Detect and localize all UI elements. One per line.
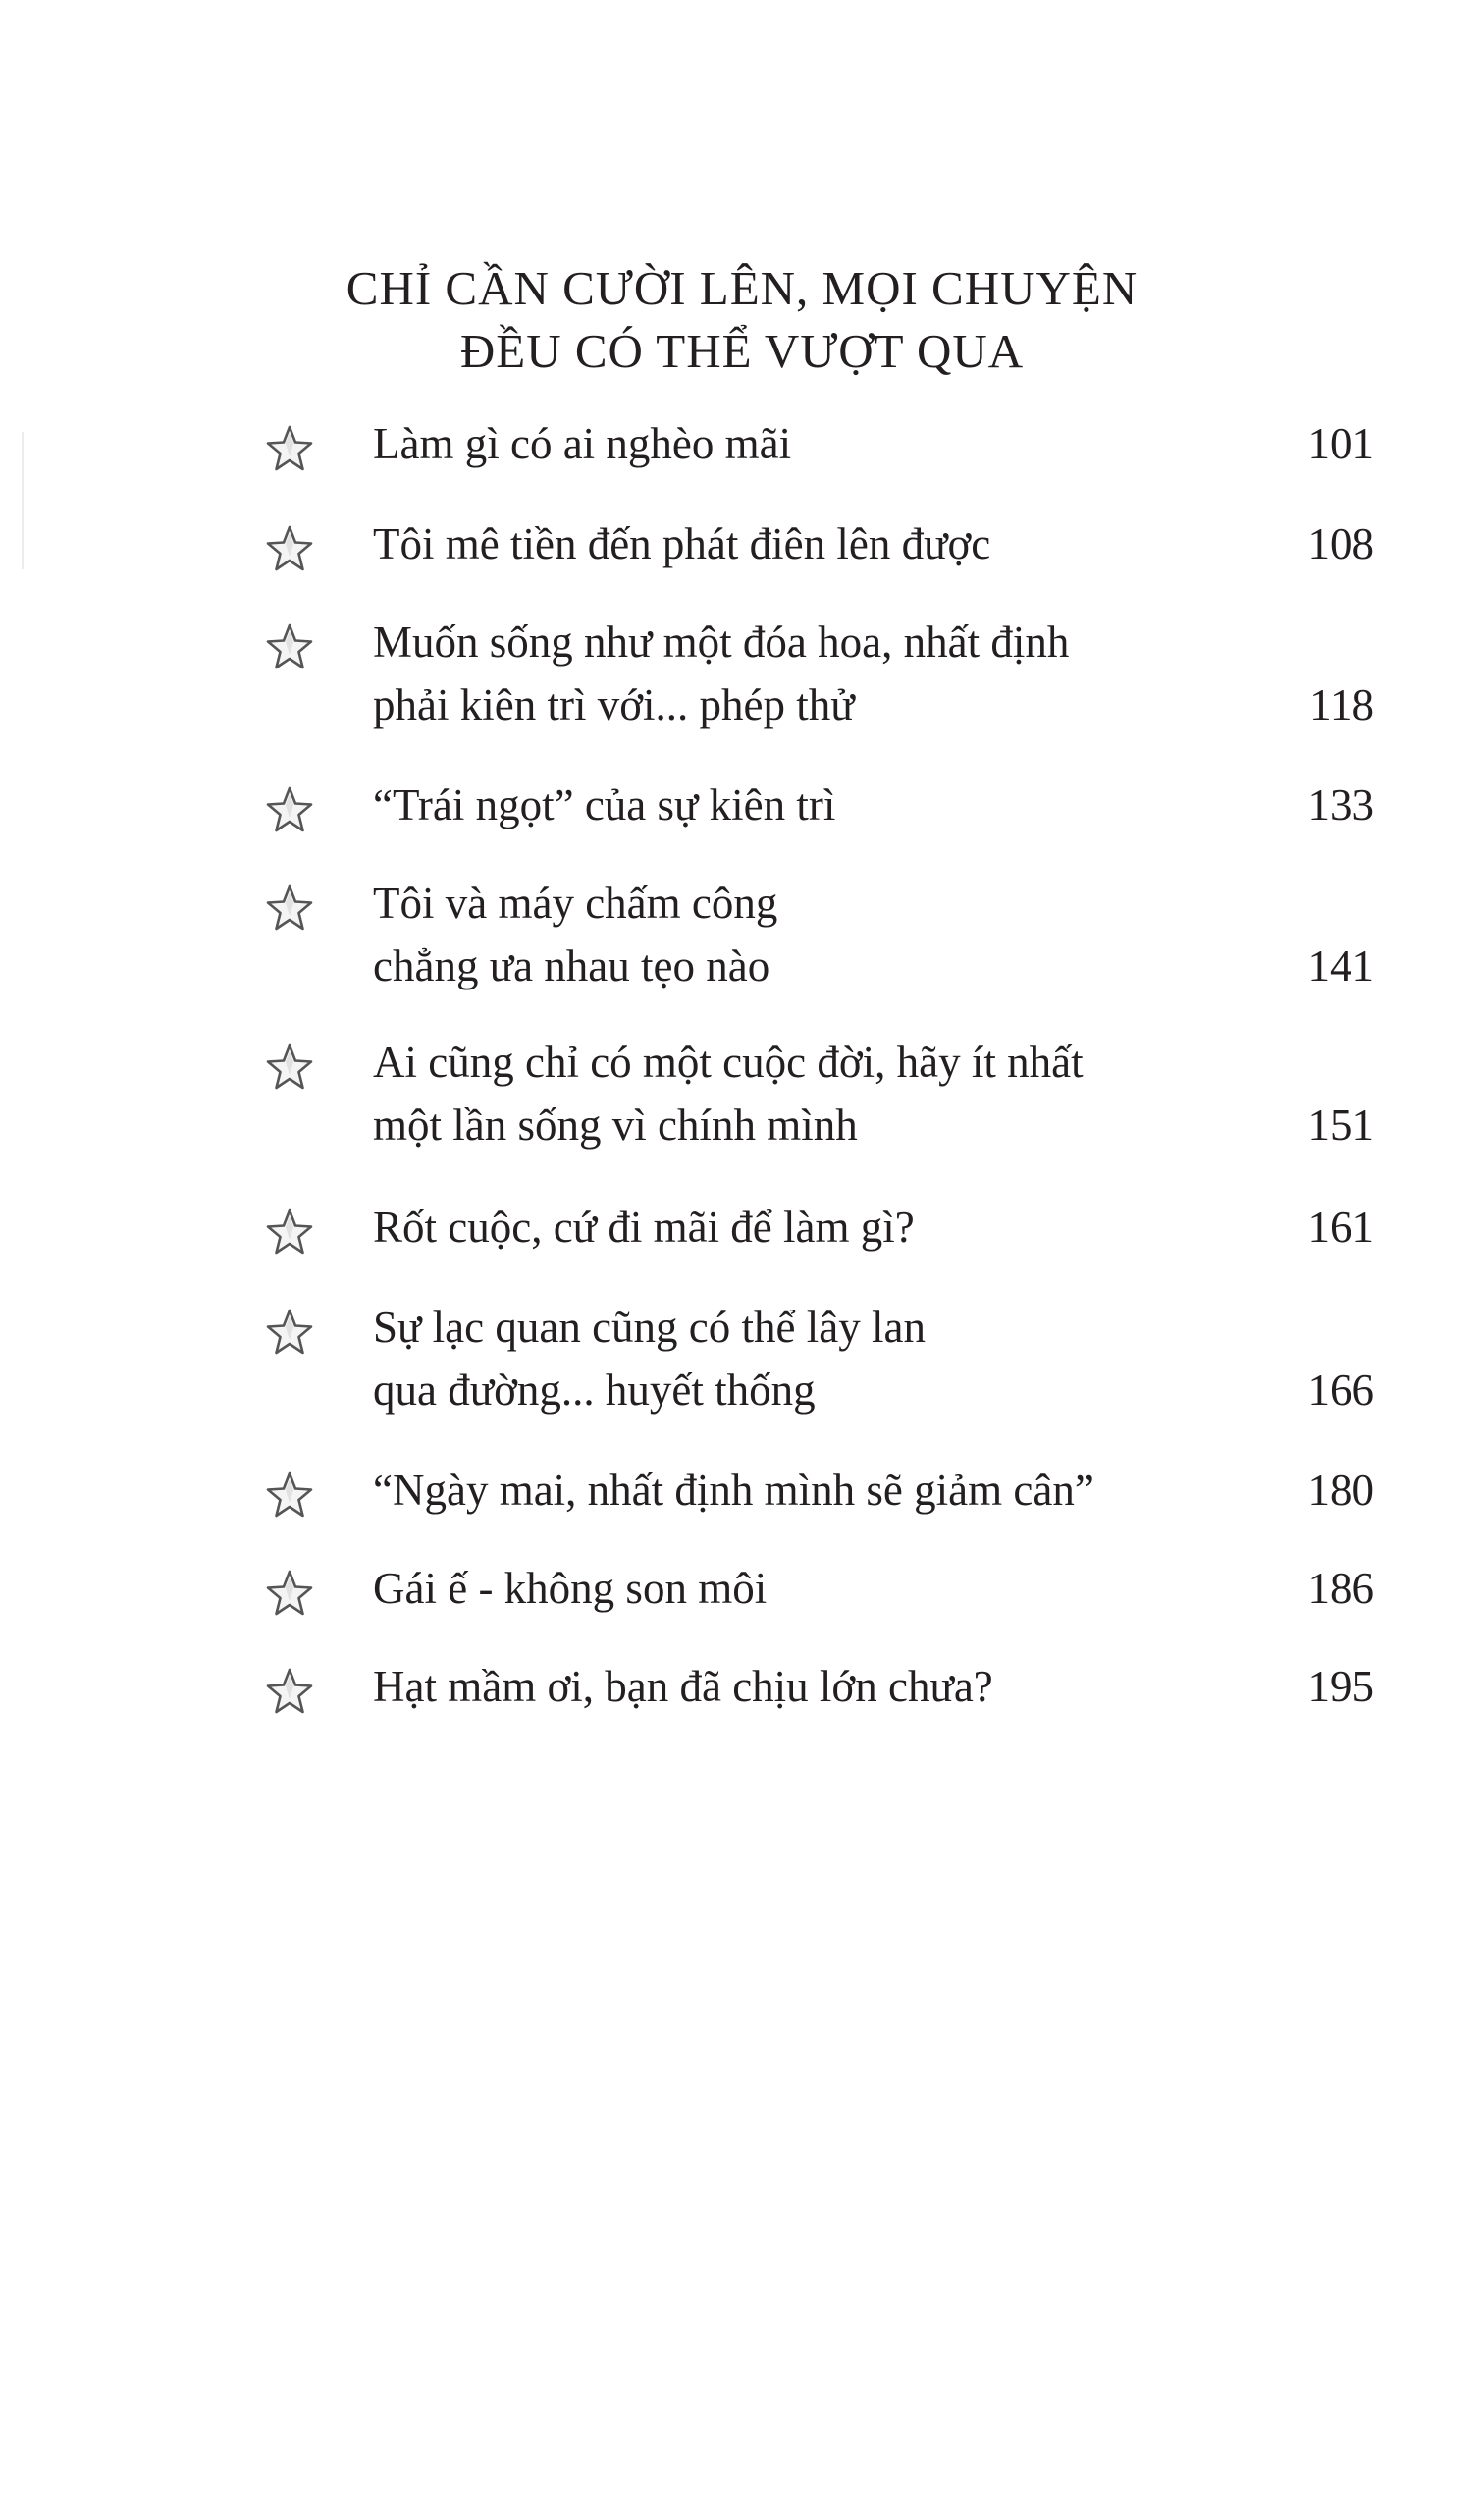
toc-entry-title — [373, 611, 1237, 736]
star-outline-icon — [265, 785, 314, 834]
toc-entry-title — [373, 412, 1237, 475]
toc-entry-title-line: phải kiên trì với... phép thử — [373, 680, 855, 729]
toc-entry-page-number: 161 — [1307, 1203, 1374, 1252]
toc-entry-page-number: 180 — [1307, 1466, 1374, 1515]
toc-entry-title — [373, 1655, 1237, 1718]
star-outline-icon — [265, 1043, 314, 1092]
toc-entry-title-line: Gái ế - không son môi — [373, 1564, 768, 1613]
toc-entry-title-line: một lần sống vì chính mình — [373, 1100, 858, 1150]
toc-entry-title — [373, 872, 1237, 997]
toc-entry-title — [373, 1557, 1237, 1620]
toc-entry-title-line: Làm gì có ai nghèo mãi — [373, 419, 792, 468]
star-outline-icon — [265, 1470, 314, 1520]
section-title-line-1: CHỈ CẦN CƯỜI LÊN, MỌI CHUYỆN — [345, 261, 1139, 315]
toc-entry-title — [373, 512, 1237, 575]
toc-entry-page-number: 118 — [1309, 680, 1374, 729]
toc-entry-page-number: 101 — [1307, 419, 1374, 468]
toc-entry-title-line: Tôi mê tiền đến phát điên lên được — [373, 519, 991, 568]
star-outline-icon — [265, 622, 314, 671]
star-outline-icon — [265, 524, 314, 573]
toc-entry-title — [373, 1031, 1237, 1156]
star-outline-icon — [265, 883, 314, 933]
toc-entry-title-line: Hạt mầm ơi, bạn đã chịu lớn chưa? — [373, 1662, 993, 1711]
toc-entry-title — [373, 1459, 1237, 1522]
toc-entry-title-line: “Ngày mai, nhất định mình sẽ giảm cân” — [373, 1466, 1094, 1515]
section-title — [0, 257, 1484, 383]
toc-entry-title — [373, 774, 1237, 836]
toc-entry-page-number: 186 — [1307, 1564, 1374, 1613]
toc-entry-title-line: Muốn sống như một đóa hoa, nhất định — [373, 617, 1070, 667]
toc-entry-page-number: 195 — [1307, 1662, 1374, 1711]
page-edge-mark — [22, 432, 24, 569]
toc-entry-title-line: Tôi và máy chấm công — [373, 879, 778, 928]
star-outline-icon — [265, 1667, 314, 1716]
toc-entry-title — [373, 1196, 1237, 1258]
toc-entry-page-number: 133 — [1307, 780, 1374, 829]
star-outline-icon — [265, 1308, 314, 1357]
star-outline-icon — [265, 424, 314, 473]
toc-entry-page-number: 141 — [1307, 941, 1374, 990]
toc-entry-title-line: chẳng ưa nhau tẹo nào — [373, 941, 770, 990]
toc-entry-title-line: Sự lạc quan cũng có thể lây lan — [373, 1303, 926, 1352]
toc-entry-title — [373, 1296, 1237, 1421]
star-outline-icon — [265, 1569, 314, 1618]
toc-entry-title-line: Rốt cuộc, cứ đi mãi để làm gì? — [373, 1203, 915, 1252]
toc-entry-title-line: Ai cũng chỉ có một cuộc đời, hãy ít nhất — [373, 1038, 1084, 1087]
toc-entry-title-line: “Trái ngọt” của sự kiên trì — [373, 780, 836, 829]
toc-entry-page-number: 108 — [1307, 519, 1374, 568]
toc-entry-page-number: 166 — [1307, 1365, 1374, 1415]
section-title-line-2: ĐỀU CÓ THỂ VƯỢT QUA — [459, 324, 1025, 378]
star-outline-icon — [265, 1207, 314, 1256]
toc-entry-page-number: 151 — [1307, 1100, 1374, 1150]
toc-entry-title-line: qua đường... huyết thống — [373, 1365, 816, 1415]
